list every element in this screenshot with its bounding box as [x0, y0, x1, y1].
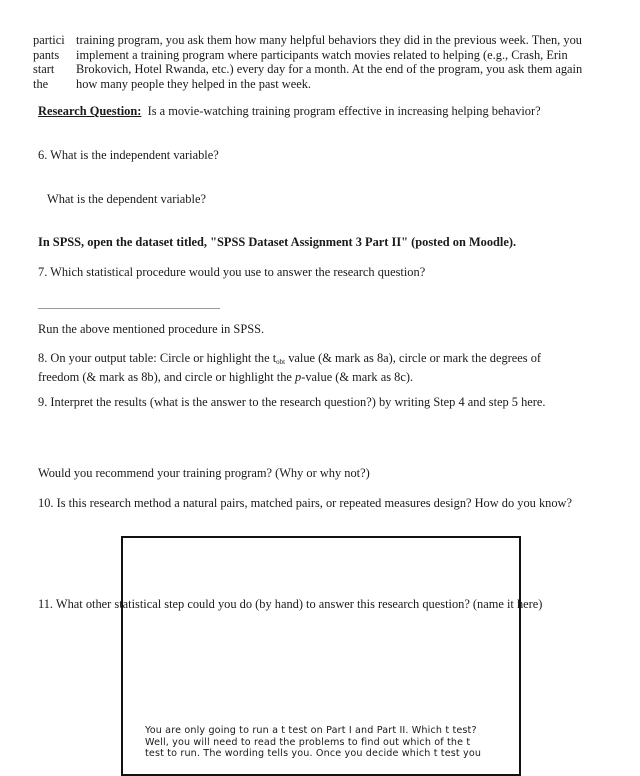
spss-instruction: In SPSS, open the dataset titled, "SPSS Dataset Assignment 3 Part II" (posted on Moodle). — [38, 235, 517, 249]
note-line: You are only going to run a t test on Part I and Part II. Which t test? — [145, 725, 477, 736]
note-text — [145, 725, 515, 760]
intro-margin-label — [33, 33, 65, 91]
question-8-line-2 — [38, 370, 541, 385]
intro-line: how many people they helped in the past week. — [76, 76, 312, 91]
recommend-question: Would you recommend your training program? (Why or why not?) — [38, 466, 370, 480]
question-7: 7. Which statistical procedure would you use to answer the research question? — [38, 265, 426, 279]
question-11: 11. What other statistical step could you do (by hand) to answer this research question? (name it here) — [38, 597, 543, 611]
note-line: test to run. The wording tells you. Once you decide which t test you — [145, 748, 482, 760]
question-8 — [38, 351, 541, 384]
question-8-line-1 — [38, 351, 541, 370]
t-obt-subscript: obt — [276, 358, 286, 366]
note-line: Well, you will need to read the problems to find out which of the t — [145, 736, 471, 748]
research-question — [38, 104, 541, 119]
run-procedure-instruction: Run the above mentioned procedure in SPSS. — [38, 322, 265, 336]
question-6-dependent: What is the dependent variable? — [47, 192, 206, 206]
intro-margin-line: the — [33, 76, 49, 91]
question-6: 6. What is the independent variable? — [38, 148, 219, 162]
p-italic: p — [295, 369, 302, 384]
intro-paragraph — [76, 33, 582, 91]
intro-margin-line: start — [33, 62, 55, 77]
research-question-text: Is a movie-watching training program effective in increasing helping behavior? — [147, 104, 541, 118]
q8-text: 8. On your output table: Circle or highlight the t — [38, 351, 277, 365]
intro-line: Brokovich, Hotel Rwanda, etc.) every day for a month. At the end of the program, you ask them again — [76, 62, 583, 77]
q8-text: value (& mark as 8a), circle or mark the degrees of — [285, 351, 542, 365]
q8-text: -value (& mark as 8c). — [301, 369, 414, 384]
question-10: 10. Is this research method a natural pairs, matched pairs, or repeated measures design? How do you know? — [38, 496, 573, 510]
intro-margin-line: pants — [33, 47, 60, 62]
intro-line: implement a training program where participants watch movies related to helping (e.g., Crash, Erin — [76, 47, 568, 62]
answer-line — [38, 308, 220, 309]
research-question-label: Research Question: — [38, 104, 142, 118]
question-9: 9. Interpret the results (what is the answer to the research question?) by writing Step 4 and step 5 here. — [38, 395, 546, 409]
intro-margin-line: partici — [33, 33, 65, 47]
q8-text: freedom (& mark as 8b), and circle or highlight the — [38, 369, 296, 384]
intro-line: training program, you ask them how many helpful behaviors they did in the previous week. Then, you — [76, 33, 582, 47]
